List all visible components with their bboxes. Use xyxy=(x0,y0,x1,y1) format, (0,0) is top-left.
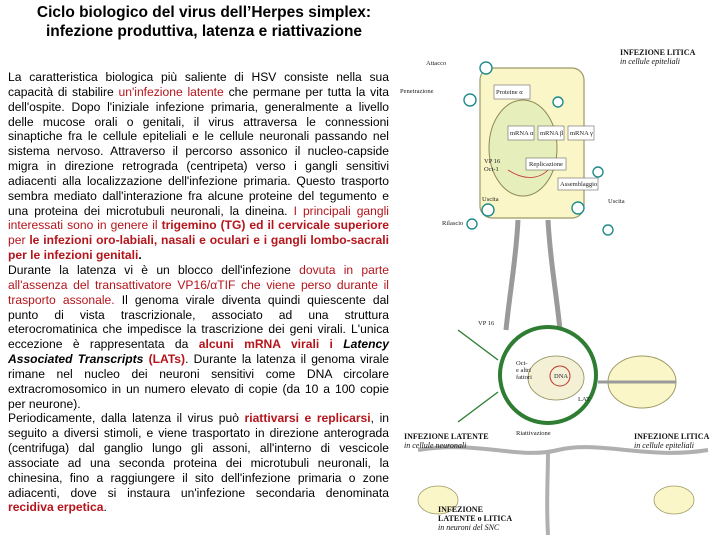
label-uscita-2: Uscita xyxy=(608,198,625,205)
label-uscita: Uscita xyxy=(482,196,499,203)
label-riattivazione: Riattivazione xyxy=(516,430,551,437)
paragraph-latency: Durante la latenza vi è un blocco dell'infezione dovuta in parte all'assenza del transattivatore VP16/αTIF che viene perso durante il trasporto assonale. Il genoma virale diventa quindi quiescente dal punto di vista trascrizionale, associato ad una struttura eterocromatinica che impedisce la trascrizione dei geni virali. L'unica eccezione è rappresentata da alcuni mRNA virali i Latency Associated Transcripts (LATs). Durante la latenza il genoma virale rimane nel nucleo dei neuroni sensitivi come DNA circolare extracromosomico in un numero elevato di copie (da 10 a 100 copie per neurone). xyxy=(8,262,389,411)
slide-title: Ciclo biologico del virus dell’Herpes simplex: infezione produttiva, latenza e riattivazione xyxy=(36,4,372,40)
virion-attach xyxy=(480,62,492,74)
hsv-life-cycle-figure xyxy=(398,30,720,540)
label-mrna-g: mRNA γ xyxy=(570,130,593,137)
virion-exit-2 xyxy=(572,202,584,214)
virion-release xyxy=(467,219,477,229)
label-oct1: Oct-1 xyxy=(484,166,499,173)
zoom-line-2 xyxy=(458,392,498,422)
label-oct: Oct- xyxy=(516,360,528,367)
label-attacco: Attacco xyxy=(426,60,447,67)
hsv-diagram xyxy=(398,30,720,540)
label-assemblaggio: Assemblaggio xyxy=(560,181,598,188)
latent-heading: INFEZIONE LATENTE in cellule neuronali xyxy=(404,432,489,450)
label-mrna-a: mRNA α xyxy=(510,130,534,137)
virion-penetration xyxy=(464,94,476,106)
virion-internal-1 xyxy=(553,97,563,107)
paragraph-intro: La caratteristica biologica più saliente di HSV consiste nella sua capacità di stabilire un'infezione latente che permane per tutta la vita dell'ospite. Dopo l'iniziale infezione primaria, generalmente a livello delle mucose orali o genitali, il virus attraversa le connessioni sinaptiche fra le cellule epiteliali e le cellule neuronali passando nel sistema nervoso. Attraverso il percorso assonico il nucleo-capside migra in direzione retrograda (centripeta) verso i gangli sensitivi adiacenti alla localizzazione dell'infezione primaria. Questo trasporto sembra mediato dall'interazione fra alcune proteine del tegumento e una proteina dei microtubuli neuronali, la dineina. I principali gangli interessati sono in genere il trigemino (TG) ed il cervicale superiore per le infezioni oro-labiali, nasali e oculari e i gangli lombo-sacrali per le infezioni genitali. xyxy=(8,70,389,263)
paragraph-reactivation: Periodicamente, dalla latenza il virus può riattivarsi e replicarsi, in seguito a diversi stimoli, e viene trasportato in direzione anterograda (centrifuga) dal ganglio lungo gli assoni, all'interno di vescicole associate ad una seconda proteina dei microtubuli neuronali, la chinesina, fino a raggiungere il sito dell'infezione primaria o zone adiacenti, dove si instaura un'infezione secondaria denominata recidiva erpetica. xyxy=(8,411,389,515)
label-penetrazione: Penetrazione xyxy=(400,88,434,95)
epithelial-nucleus xyxy=(489,100,557,196)
lytic-top-heading: INFEZIONE LITICA in cellule epiteliali xyxy=(620,48,696,66)
label-lat: LAT xyxy=(578,396,590,403)
label-proteine: Proteine α xyxy=(496,89,523,96)
label-vp16: VP 16 xyxy=(484,158,501,165)
bottom-heading: INFEZIONE LATENTE o LITICA in neuroni del SNC xyxy=(438,505,513,532)
cns-neuron-right xyxy=(654,486,694,514)
lytic-right-heading: INFEZIONE LITICA in cellule epiteliali xyxy=(634,432,710,450)
virion-internal-2 xyxy=(593,167,603,177)
label-dna: DNA xyxy=(554,373,569,380)
label-altri: e altri xyxy=(516,367,531,374)
label-vp16-b: VP 16 xyxy=(478,320,495,327)
label-replicazione: Replicazione xyxy=(529,161,563,168)
virion-exit-1 xyxy=(482,204,494,216)
body-text xyxy=(8,70,389,515)
descending-axon xyxy=(547,450,548,535)
axon-left xyxy=(506,220,518,330)
label-mrna-b: mRNA β xyxy=(540,130,564,137)
label-rilascio: Rilascio xyxy=(442,220,464,227)
zoom-line-1 xyxy=(458,330,498,360)
label-fattori: fattori xyxy=(516,374,532,381)
axon-right xyxy=(548,220,560,330)
virion-release-2 xyxy=(603,225,613,235)
